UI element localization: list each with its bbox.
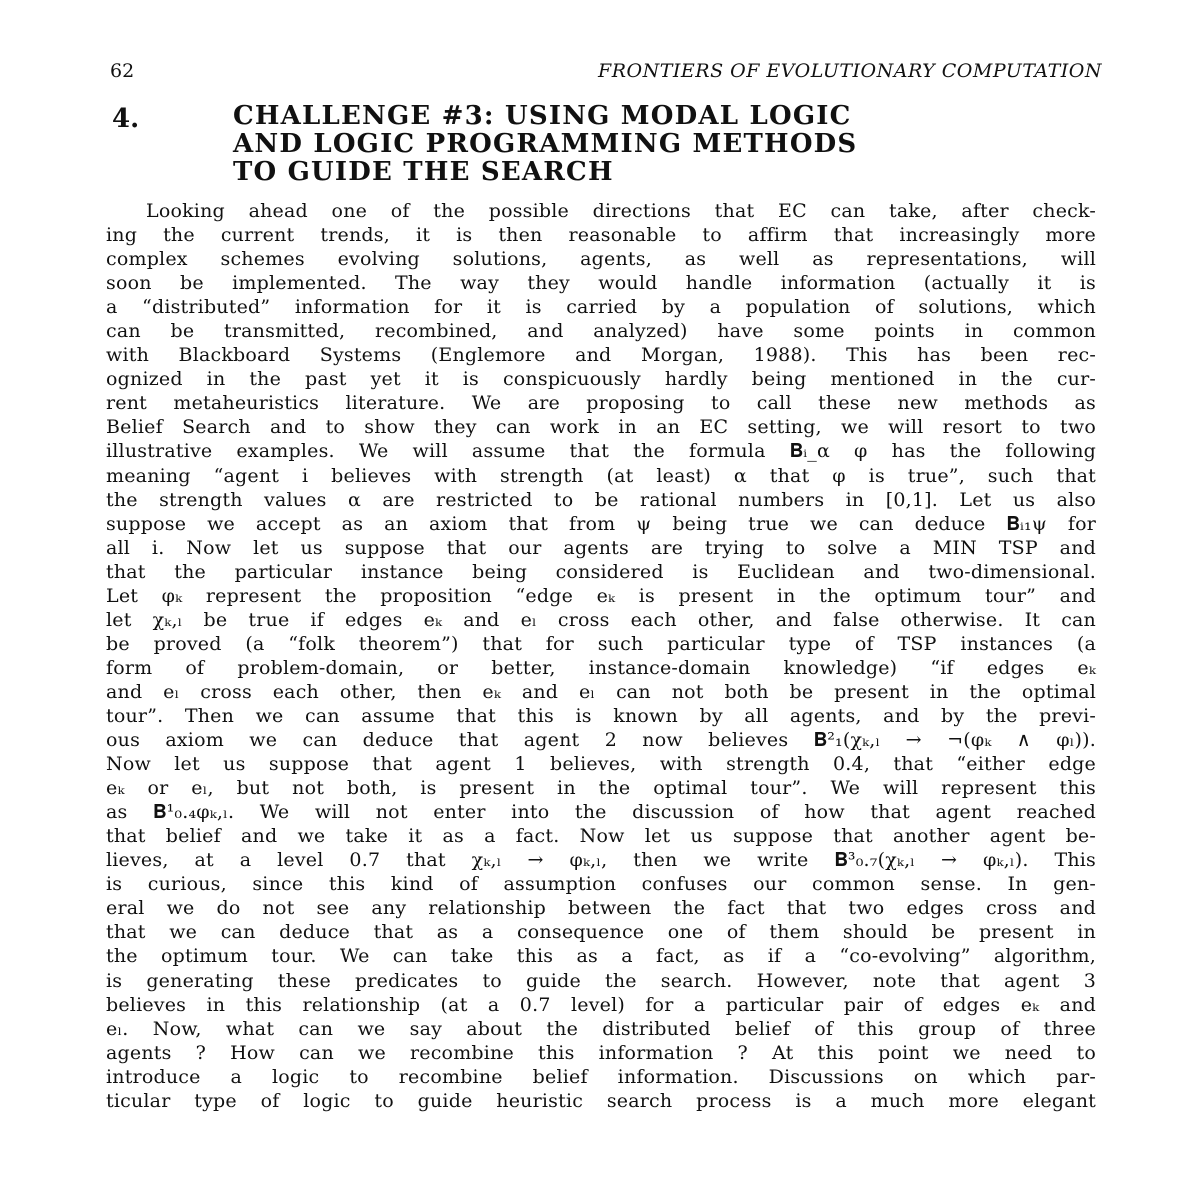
text-line: is curious, since this kind of assumption confuses our common sense. In gen- <box>106 873 1096 896</box>
text-line: eral we do not see any relationship between the fact that two edges cross and <box>106 897 1096 920</box>
section-title <box>233 102 1103 186</box>
running-title: FRONTIERS OF EVOLUTIONARY COMPUTATION <box>598 60 1102 82</box>
text-line: a “distributed” information for it is carried by a population of solutions, which <box>106 296 1096 319</box>
section-title-line: AND LOGIC PROGRAMMING METHODS <box>233 129 858 159</box>
text-line: Looking ahead one of the possible directions that EC can take, after check- <box>146 200 1096 222</box>
text-line: complex schemes evolving solutions, agents, as well as representations, will <box>106 248 1096 271</box>
text-line: Now let us suppose that agent 1 believes, with strength 0.4, that “either edge <box>106 753 1096 776</box>
page-header <box>106 60 1102 86</box>
text-line: suppose we accept as an axiom that from ψ being true we can deduce 𝐁ᵢ₁ψ for <box>106 512 1096 535</box>
section-number: 4. <box>112 104 140 134</box>
section-title-line: TO GUIDE THE SEARCH <box>233 157 614 187</box>
text-line: agents ? How can we recombine this information ? At this point we need to <box>106 1041 1096 1064</box>
text-line: meaning “agent i believes with strength (at least) α that φ is true”, such that <box>106 464 1096 487</box>
section-title-line: CHALLENGE #3: USING MODAL LOGIC <box>233 101 852 131</box>
text-line: Let φₖ represent the proposition “edge eₖ is present in the optimum tour” and <box>106 584 1096 607</box>
text-line: soon be implemented. The way they would handle information (actually it is <box>106 272 1096 295</box>
text-line: the optimum tour. We can take this as a fact, as if a “co-evolving” algorithm, <box>106 945 1096 968</box>
text-line: eₖ or eₗ, but not both, is present in the optimal tour”. We will represent this <box>106 777 1096 800</box>
text-line: tour”. Then we can assume that this is known by all agents, and by the previ- <box>106 704 1096 727</box>
text-line: believes in this relationship (at a 0.7 level) for a particular pair of edges eₖ and <box>106 993 1096 1016</box>
text-line: that the particular instance being considered is Euclidean and two-dimensional. <box>106 560 1096 583</box>
text-line: that we can deduce that as a consequence one of them should be present in <box>106 921 1096 944</box>
text-line: let χₖ,ₗ be true if edges eₖ and eₗ cross each other, and false otherwise. It can <box>106 608 1096 631</box>
text-line: introduce a logic to recombine belief information. Discussions on which par- <box>106 1065 1096 1088</box>
text-line: be proved (a “folk theorem”) that for such particular type of TSP instances (a <box>106 632 1096 655</box>
text-line: is generating these predicates to guide the search. However, note that agent 3 <box>106 969 1096 992</box>
text-line: as 𝐁¹₀.₄φₖ,ₗ. We will not enter into the discussion of how that agent reached <box>106 801 1096 824</box>
text-line: ing the current trends, it is then reasonable to affirm that increasingly more <box>106 224 1096 247</box>
text-line: eₗ. Now, what can we say about the distributed belief of this group of three <box>106 1017 1096 1040</box>
page-number: 62 <box>110 60 135 82</box>
text-line: ticular type of logic to guide heuristic search process is a much more elegant <box>106 1089 1096 1112</box>
text-line: ognized in the past yet it is conspicuously hardly being mentioned in the cur- <box>106 368 1096 391</box>
text-line: and eₗ cross each other, then eₖ and eₗ can not both be present in the optimal <box>106 680 1096 703</box>
text-line: Belief Search and to show they can work in an EC setting, we will resort to two <box>106 416 1096 439</box>
text-line: rent metaheuristics literature. We are proposing to call these new methods as <box>106 392 1096 415</box>
text-line: can be transmitted, recombined, and analyzed) have some points in common <box>106 320 1096 343</box>
text-line: all i. Now let us suppose that our agents are trying to solve a MIN TSP and <box>106 536 1096 559</box>
text-line: illustrative examples. We will assume that the formula 𝐁ᵢ_α φ has the following <box>106 440 1096 463</box>
text-line: that belief and we take it as a fact. Now let us suppose that another agent be- <box>106 825 1096 848</box>
body-paragraph <box>106 199 1096 1113</box>
text-line: the strength values α are restricted to be rational numbers in [0,1]. Let us also <box>106 488 1096 511</box>
text-line: form of problem-domain, or better, instance-domain knowledge) “if edges eₖ <box>106 656 1096 679</box>
text-line: ous axiom we can deduce that agent 2 now believes 𝐁²₁(χₖ,ₗ → ¬(φₖ ∧ φₗ)). <box>106 729 1096 752</box>
text-line: lieves, at a level 0.7 that χₖ,ₗ → φₖ,ₗ, then we write 𝐁³₀.₇(χₖ,ₗ → φₖ,ₗ). This <box>106 849 1096 872</box>
text-line: with Blackboard Systems (Englemore and Morgan, 1988). This has been rec- <box>106 344 1096 367</box>
